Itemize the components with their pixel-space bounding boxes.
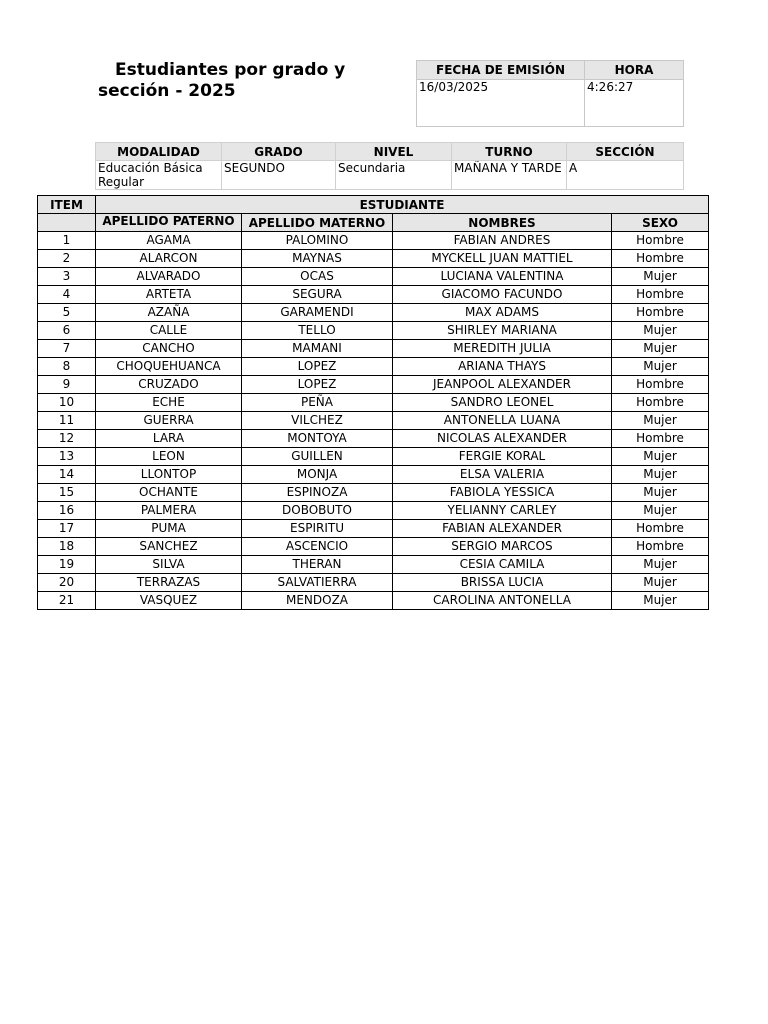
cell-item-number: 19 (38, 556, 96, 574)
cell-apellido-paterno: CRUZADO (96, 376, 242, 394)
cell-nombres: SERGIO MARCOS (393, 538, 612, 556)
cell-item-number: 9 (38, 376, 96, 394)
cell-apellido-materno: SALVATIERRA (242, 574, 393, 592)
section-info-table (95, 142, 684, 190)
cell-item-number: 4 (38, 286, 96, 304)
cell-nombres: SANDRO LEONEL (393, 394, 612, 412)
cell-apellido-materno: ASCENCIO (242, 538, 393, 556)
cell-apellido-paterno: GUERRA (96, 412, 242, 430)
cell-apellido-materno: MENDOZA (242, 592, 393, 610)
cell-sexo: Mujer (612, 448, 709, 466)
table-row (38, 412, 709, 430)
cell-apellido-materno: THERAN (242, 556, 393, 574)
table-row (38, 304, 709, 322)
cell-apellido-materno: OCAS (242, 268, 393, 286)
table-row (38, 430, 709, 448)
column-sexo: SEXO (612, 214, 709, 232)
emission-time-label: HORA (585, 61, 684, 80)
cell-apellido-paterno: ARTETA (96, 286, 242, 304)
cell-item-number: 10 (38, 394, 96, 412)
table-row (38, 322, 709, 340)
table-row (38, 286, 709, 304)
cell-nombres: SHIRLEY MARIANA (393, 322, 612, 340)
table-row (38, 232, 709, 250)
column-apellido-paterno-label: APELLIDO PATERNO (102, 214, 235, 228)
info-value-turno: MAÑANA Y TARDE (452, 161, 567, 190)
cell-apellido-paterno: VASQUEZ (96, 592, 242, 610)
cell-apellido-materno: GARAMENDI (242, 304, 393, 322)
info-header-nivel: NIVEL (336, 143, 452, 161)
cell-sexo: Mujer (612, 466, 709, 484)
cell-apellido-paterno: LLONTOP (96, 466, 242, 484)
column-apellido-paterno (96, 214, 242, 232)
cell-apellido-materno: MONTOYA (242, 430, 393, 448)
cell-sexo: Hombre (612, 520, 709, 538)
cell-item-number: 17 (38, 520, 96, 538)
cell-nombres: FABIAN ALEXANDER (393, 520, 612, 538)
cell-sexo: Mujer (612, 556, 709, 574)
cell-apellido-materno: MONJA (242, 466, 393, 484)
cell-item-number: 15 (38, 484, 96, 502)
student-group-header: ESTUDIANTE (96, 196, 709, 214)
table-row (38, 268, 709, 286)
cell-apellido-paterno: PALMERA (96, 502, 242, 520)
column-apellido-materno: APELLIDO MATERNO (242, 214, 393, 232)
cell-nombres: FERGIE KORAL (393, 448, 612, 466)
table-row (38, 592, 709, 610)
cell-sexo: Hombre (612, 376, 709, 394)
cell-item-number: 1 (38, 232, 96, 250)
cell-item-number: 8 (38, 358, 96, 376)
info-value-grado: SEGUNDO (222, 161, 336, 190)
table-row (38, 250, 709, 268)
cell-item-number: 3 (38, 268, 96, 286)
cell-sexo: Hombre (612, 304, 709, 322)
item-subheader-empty (38, 214, 96, 232)
cell-item-number: 7 (38, 340, 96, 358)
cell-nombres: MAX ADAMS (393, 304, 612, 322)
table-row (38, 340, 709, 358)
cell-sexo: Mujer (612, 502, 709, 520)
cell-nombres: CESIA CAMILA (393, 556, 612, 574)
info-value-nivel: Secundaria (336, 161, 452, 190)
table-row (38, 556, 709, 574)
cell-nombres: MYCKELL JUAN MATTIEL (393, 250, 612, 268)
table-row (38, 484, 709, 502)
cell-nombres: ELSA VALERIA (393, 466, 612, 484)
cell-item-number: 20 (38, 574, 96, 592)
cell-sexo: Mujer (612, 412, 709, 430)
cell-apellido-paterno: CALLE (96, 322, 242, 340)
cell-item-number: 21 (38, 592, 96, 610)
cell-sexo: Mujer (612, 340, 709, 358)
table-row (38, 448, 709, 466)
emission-box (416, 60, 684, 127)
cell-sexo: Hombre (612, 232, 709, 250)
cell-nombres: FABIAN ANDRES (393, 232, 612, 250)
cell-item-number: 13 (38, 448, 96, 466)
cell-apellido-paterno: AGAMA (96, 232, 242, 250)
cell-apellido-paterno: CHOQUEHUANCA (96, 358, 242, 376)
cell-sexo: Hombre (612, 250, 709, 268)
cell-apellido-paterno: CANCHO (96, 340, 242, 358)
info-header-seccion: SECCIÓN (567, 143, 684, 161)
cell-nombres: CAROLINA ANTONELLA (393, 592, 612, 610)
cell-nombres: ANTONELLA LUANA (393, 412, 612, 430)
student-rows (38, 232, 709, 610)
cell-apellido-materno: LOPEZ (242, 358, 393, 376)
table-row (38, 502, 709, 520)
cell-apellido-materno: LOPEZ (242, 376, 393, 394)
cell-item-number: 18 (38, 538, 96, 556)
cell-apellido-paterno: OCHANTE (96, 484, 242, 502)
cell-nombres: MEREDITH JULIA (393, 340, 612, 358)
cell-apellido-materno: SEGURA (242, 286, 393, 304)
cell-apellido-paterno: ALARCON (96, 250, 242, 268)
cell-apellido-materno: DOBOBUTO (242, 502, 393, 520)
cell-nombres: BRISSA LUCIA (393, 574, 612, 592)
cell-sexo: Mujer (612, 358, 709, 376)
cell-apellido-materno: ESPIRITU (242, 520, 393, 538)
cell-nombres: JEANPOOL ALEXANDER (393, 376, 612, 394)
cell-nombres: FABIOLA YESSICA (393, 484, 612, 502)
cell-apellido-paterno: PUMA (96, 520, 242, 538)
column-nombres: NOMBRES (393, 214, 612, 232)
cell-sexo: Hombre (612, 286, 709, 304)
info-value-seccion: A (567, 161, 684, 190)
cell-nombres: NICOLAS ALEXANDER (393, 430, 612, 448)
cell-nombres: GIACOMO FACUNDO (393, 286, 612, 304)
cell-sexo: Hombre (612, 538, 709, 556)
cell-item-number: 2 (38, 250, 96, 268)
table-row (38, 376, 709, 394)
emission-date-value: 16/03/2025 (417, 80, 585, 127)
cell-apellido-materno: GUILLEN (242, 448, 393, 466)
emission-date-label: FECHA DE EMISIÓN (417, 61, 585, 80)
table-row (38, 358, 709, 376)
cell-apellido-materno: MAMANI (242, 340, 393, 358)
cell-apellido-materno: PALOMINO (242, 232, 393, 250)
info-value-modalidad: Educación Básica Regular (96, 161, 222, 190)
cell-sexo: Mujer (612, 574, 709, 592)
cell-apellido-paterno: TERRAZAS (96, 574, 242, 592)
cell-nombres: YELIANNY CARLEY (393, 502, 612, 520)
cell-apellido-materno: MAYNAS (242, 250, 393, 268)
table-row (38, 574, 709, 592)
emission-time-value: 4:26:27 (585, 80, 684, 127)
cell-item-number: 16 (38, 502, 96, 520)
students-table (37, 195, 709, 610)
cell-apellido-paterno: ALVARADO (96, 268, 242, 286)
cell-item-number: 11 (38, 412, 96, 430)
cell-nombres: ARIANA THAYS (393, 358, 612, 376)
cell-item-number: 6 (38, 322, 96, 340)
cell-apellido-materno: ESPINOZA (242, 484, 393, 502)
cell-apellido-materno: VILCHEZ (242, 412, 393, 430)
cell-apellido-materno: TELLO (242, 322, 393, 340)
cell-item-number: 5 (38, 304, 96, 322)
cell-sexo: Mujer (612, 592, 709, 610)
cell-apellido-paterno: SILVA (96, 556, 242, 574)
cell-nombres: LUCIANA VALENTINA (393, 268, 612, 286)
table-row (38, 538, 709, 556)
cell-apellido-paterno: SANCHEZ (96, 538, 242, 556)
cell-sexo: Mujer (612, 268, 709, 286)
item-header: ITEM (38, 196, 96, 214)
cell-apellido-paterno: ECHE (96, 394, 242, 412)
cell-sexo: Mujer (612, 484, 709, 502)
cell-sexo: Mujer (612, 322, 709, 340)
report-title-line-1: Estudiantes por grado y (115, 60, 346, 80)
table-row (38, 394, 709, 412)
report-title-line-2: sección - 2025 (98, 81, 236, 101)
report-title (98, 60, 398, 102)
info-header-modalidad: MODALIDAD (96, 143, 222, 161)
cell-apellido-paterno: LEON (96, 448, 242, 466)
info-header-turno: TURNO (452, 143, 567, 161)
cell-item-number: 12 (38, 430, 96, 448)
info-header-grado: GRADO (222, 143, 336, 161)
cell-item-number: 14 (38, 466, 96, 484)
cell-apellido-paterno: AZAÑA (96, 304, 242, 322)
cell-sexo: Hombre (612, 394, 709, 412)
cell-sexo: Hombre (612, 430, 709, 448)
table-row (38, 520, 709, 538)
table-row (38, 466, 709, 484)
cell-apellido-paterno: LARA (96, 430, 242, 448)
cell-apellido-materno: PEÑA (242, 394, 393, 412)
